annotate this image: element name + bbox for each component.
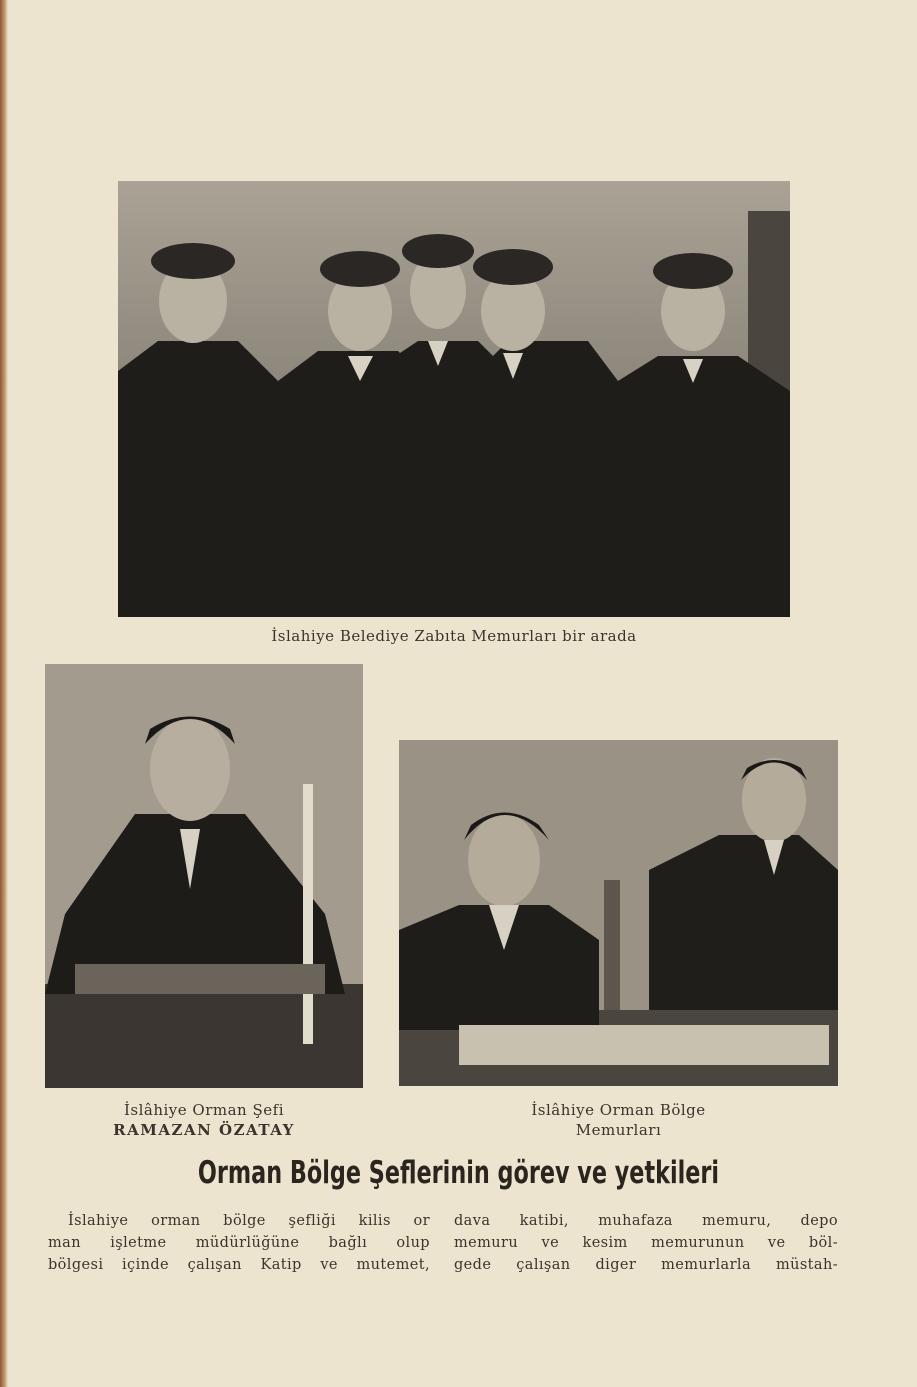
caption-zabita-officers (118, 626, 790, 646)
photo-forest-chief (45, 664, 363, 1088)
text-line: İslahiye orman bölge şefliği kilis or (68, 1213, 430, 1229)
article-column-right (454, 1210, 838, 1276)
caption-line-name: RAMAZAN ÖZATAY (113, 1121, 295, 1139)
caption-text: İslahiye Belediye Zabıta Memurları bir arada (271, 627, 637, 645)
text-line: memuru ve kesim memurunun ve böl- (454, 1235, 838, 1251)
caption-forest-officers (399, 1100, 838, 1140)
article-column-left (48, 1210, 430, 1276)
photo-forest-officers (399, 740, 838, 1086)
text-line: gede çalışan diger memurlarla müstah- (454, 1257, 838, 1273)
caption-line-1: İslâhiye Orman Bölge (531, 1101, 706, 1119)
caption-line-2: Memurları (575, 1121, 662, 1139)
text-line: dava katibi, muhafaza memuru, depo (454, 1213, 838, 1229)
page-spine-edge (0, 0, 8, 1387)
photo-zabita-officers (118, 181, 790, 617)
article-headline: Orman Bölge Şeflerinin görev ve yetkileri (197, 1155, 720, 1191)
caption-line-title: İslâhiye Orman Şefi (123, 1101, 284, 1119)
text-line: man işletme müdürlüğüne bağlı olup (48, 1235, 430, 1251)
text-line: bölgesi içinde çalışan Katip ve mutemet, (48, 1257, 430, 1273)
caption-forest-chief (45, 1100, 363, 1140)
